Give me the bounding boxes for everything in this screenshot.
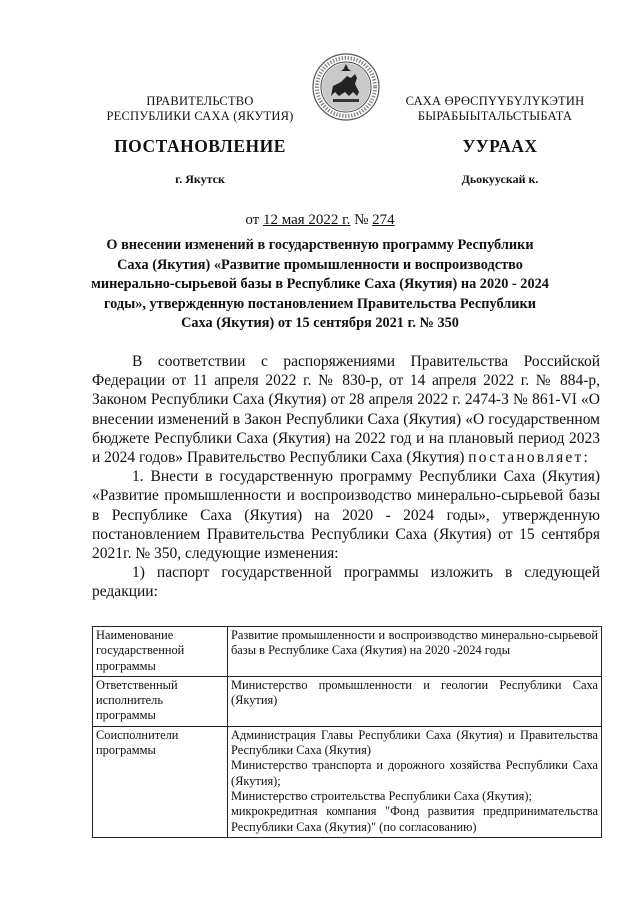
decree-date: 12 мая 2022 г. bbox=[262, 212, 351, 228]
co-executor-item: Министерство строительства Республики Саха (Якутия); bbox=[231, 788, 532, 803]
item-1-1-paragraph: 1) паспорт государственной программы изложить в следующей редакции: bbox=[92, 564, 600, 601]
document-type-title: ПОСТАНОВЛЕНИЕ bbox=[114, 136, 286, 156]
table-row bbox=[93, 726, 602, 837]
table-value-cell: Министерство промышленности и геологии Республики Саха (Якутия) bbox=[228, 676, 602, 726]
city-name-yakut: Дьокуускай к. bbox=[461, 172, 539, 186]
decree-body bbox=[92, 352, 600, 602]
table-row bbox=[93, 676, 602, 726]
table-label-cell: Соисполнители программы bbox=[93, 726, 228, 837]
document-type-title-yakut: УУРААХ bbox=[462, 136, 538, 156]
city-name: г. Якутск bbox=[175, 172, 225, 186]
government-name-yakut-line1: САХА ӨРӨСПҮҮБҮЛҮКЭТИН bbox=[405, 94, 585, 108]
preamble-paragraph bbox=[92, 352, 600, 467]
table-label-cell: Ответственный исполнитель программы bbox=[93, 676, 228, 726]
table-value-cell bbox=[228, 726, 602, 837]
decree-number: 274 bbox=[372, 212, 395, 228]
item-1-paragraph: 1. Внести в государственную программу Республики Саха (Якутия) «Развитие промышленности и воспроизводство минерально-сырьевой базы в Республике Саха (Якутия) на 2020 - 2024 годы», утвержденную постановлением Правительства Республики Саха (Якутия) от 15 сентября 2021г. № 350, следующие изменения: bbox=[92, 468, 600, 563]
co-executor-item: Министерство транспорта и дорожного хозяйства Республики Саха (Якутия); bbox=[231, 758, 598, 788]
table-row bbox=[93, 627, 602, 677]
government-name-line1: ПРАВИТЕЛЬСТВО bbox=[146, 94, 254, 108]
decree-word: постановляет: bbox=[468, 449, 590, 467]
date-prefix: от bbox=[245, 212, 263, 228]
government-name-line2: РЕСПУБЛИКИ САХА (ЯКУТИЯ) bbox=[106, 109, 294, 123]
table-label-cell: Наименование государственной программы bbox=[93, 627, 228, 677]
co-executor-item: микрокредитная компания "Фонд развития предпринимательства Республики Саха (Якутия)" (по согласованию) bbox=[231, 804, 598, 834]
decree-date-line bbox=[90, 212, 550, 229]
co-executor-item: Администрация Главы Республики Саха (Якутия) и Правительства Республики Саха (Якутия) bbox=[231, 727, 598, 758]
decree-subject-heading: О внесении изменений в государственную программу Республики Саха (Якутия) «Развитие промышленности и воспроизводство минерально-сырьевой базы в Республике Саха (Якутия) на 2020 - 2024 годы», утвержденную постановлением Правительства Республики Саха (Якутия) от 15 сентября 2021 г. № 350 bbox=[91, 237, 549, 332]
table-value-cell: Развитие промышленности и воспроизводство минерально-сырьевой базы в Республике Саха (Якутия) на 2020 -2024 годы bbox=[228, 627, 602, 677]
government-name-russian bbox=[70, 94, 330, 124]
government-name-yakut bbox=[370, 94, 620, 124]
program-passport-table bbox=[92, 626, 602, 838]
number-prefix: № bbox=[350, 212, 373, 228]
government-name-yakut-line2: БЫРАБЫЫТАЛЬСТЫБАТА bbox=[417, 109, 573, 123]
preamble-text: В соответствии с распоряжениями Правительства Российской Федерации от 11 апреля 2022 г. № 830-р, от 14 апреля 2022 г. № 884-р, Законом Республики Саха (Якутия) от 28 апреля 2022 г. 2474-З № 861-VI «О внесении изменений в Закон Республики Саха (Якутия) «О государственном бюджете Республики Саха (Якутия) на 2022 год и на плановый период 2023 и 2024 годов» Правительство Республики Саха (Якутия) bbox=[92, 353, 600, 467]
